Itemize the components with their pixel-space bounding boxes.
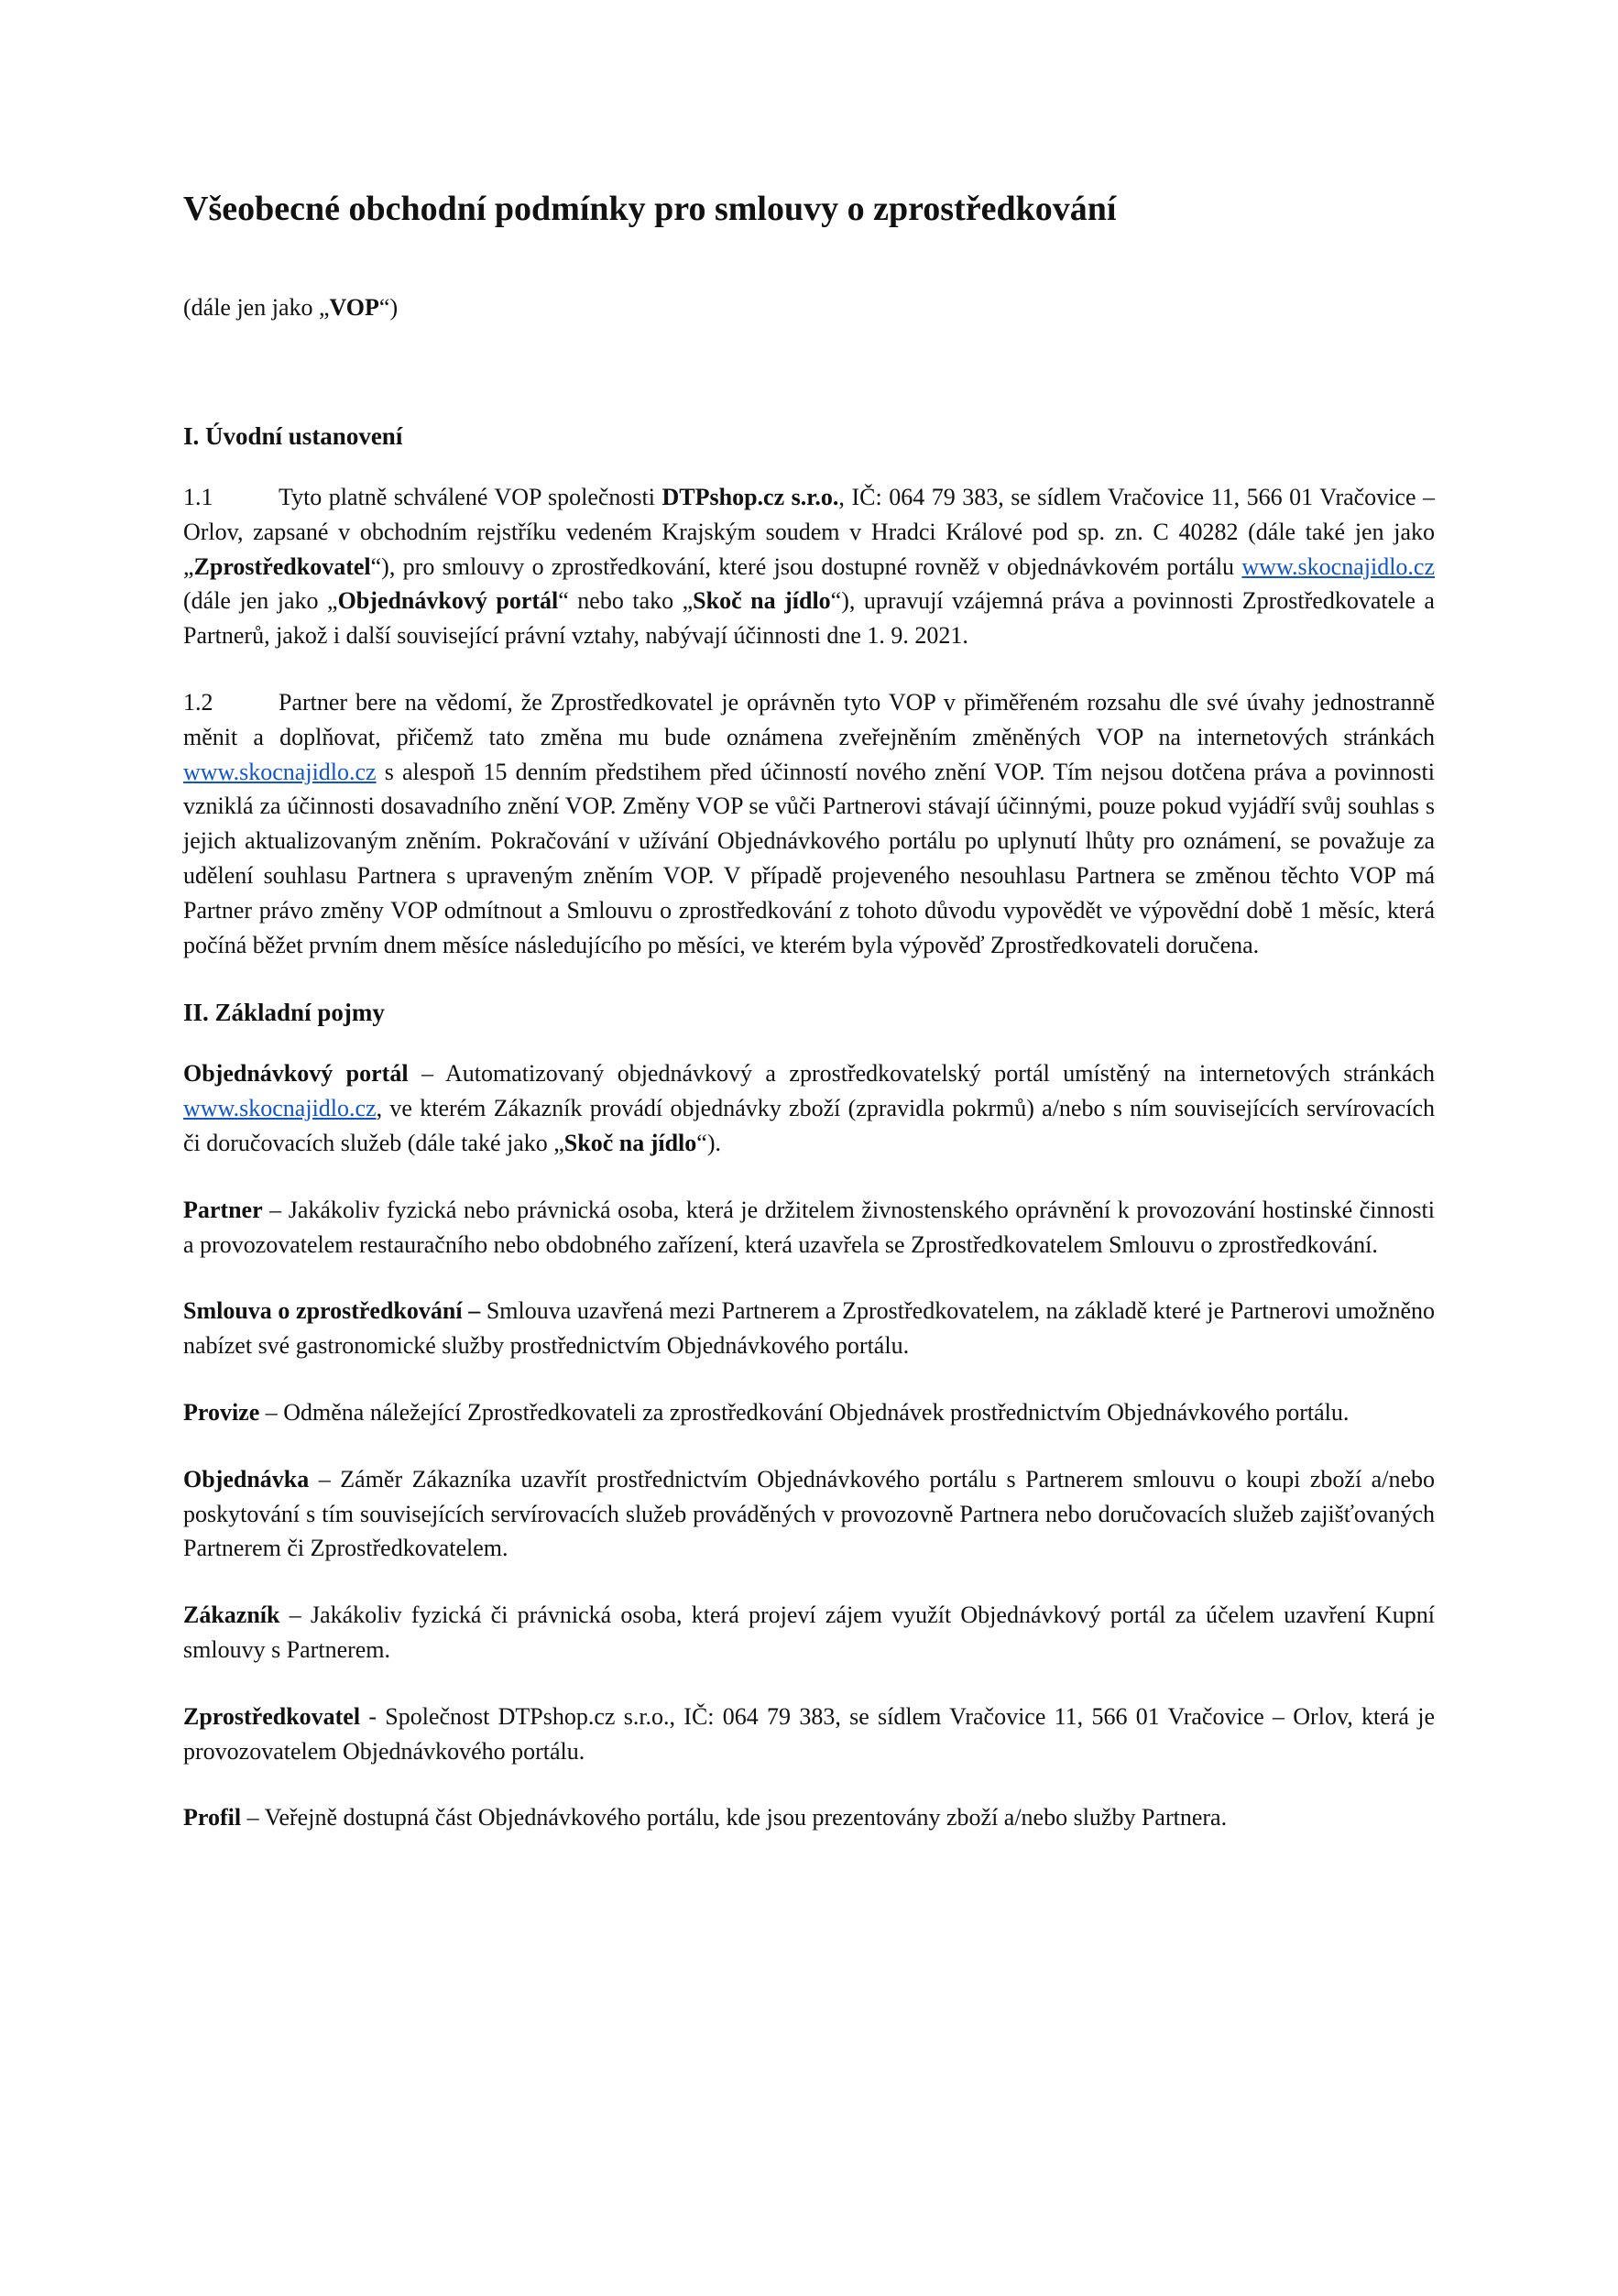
definition-smlouva: Smlouva o zprostředkování – Smlouva uzavřená mezi Partnerem a Zprostředkovatelem, na základě které je Partnerovi umožněno nabízet své gastronomické služby prostřednictvím Objednávkového portálu.: [183, 1297, 1435, 1360]
definition-term: Zprostředkovatel: [183, 1702, 361, 1730]
definition-provize: Provize – Odměna náležející Zprostředkovateli za zprostředkování Objednávek prostřednictvím Objednávkového portálu.: [183, 1398, 1350, 1426]
clause-number: 1.2: [183, 688, 213, 716]
section-heading-2: II. Základní pojmy: [183, 999, 385, 1027]
clause-number: 1.1: [183, 484, 213, 510]
definition-term: Zákazník: [183, 1602, 280, 1629]
link-skocnajidlo[interactable]: www.skocnajidlo.cz: [183, 758, 377, 785]
definition-zprostredkovatel: Zprostředkovatel - Společnost DTPshop.cz s.r.o., IČ: 064 79 383, se sídlem Vračovice 11, 566 01 Vračovice – Orlov, která je provozovatelem Objednávkového portálu.: [183, 1702, 1435, 1765]
definition-objednavkovy-portal: Objednávkový portál – Automatizovaný objednávkový a zprostředkovatelský portál umístěný na internetových stránkách www.skocnajidlo.cz, ve kterém Zákazník provádí objednávky zboží (zpravidla pokrmů) a/nebo s ním souvisejících servírovacích či doručovacích služeb (dále také jako „Skoč na jídlo“).: [183, 1060, 1435, 1156]
definition-term: Objednávkový portál: [183, 1060, 409, 1088]
definition-term: Provize: [183, 1398, 260, 1426]
link-skocnajidlo[interactable]: www.skocnajidlo.cz: [183, 1095, 377, 1122]
definition-objednavka: Objednávka – Záměr Zákazníka uzavřít prostřednictvím Objednávkového portálu s Partnerem smlouvu o koupi zboží a/nebo poskytování s tím souvisejících servírovacích služeb prováděných v provozovně Partnera nebo doručovacích služeb zajišťovaných Partnerem či Zprostředkovatelem.: [183, 1465, 1435, 1562]
definition-term: Partner: [183, 1196, 263, 1223]
definition-partner: Partner – Jakákoliv fyzická nebo právnická osoba, která je držitelem živnostenského oprávnění k provozování hostinské činnosti a provozovatelem restauračního nebo obdobného zařízení, která uzavřela se Zprostředkovatelem Smlouvu o zprostředkování.: [183, 1196, 1435, 1258]
document-subtitle: (dále jen jako „VOP“): [183, 294, 399, 321]
clause-1-1: 1.1 Tyto platně schválené VOP společnosti DTPshop.cz s.r.o., IČ: 064 79 383, se sídlem Vračovice 11, 566 01 Vračovice – Orlov, zapsané v obchodním rejstříku vedeném Krajským soudem v Hradci Králové pod sp. zn. C 40282 (dále také jen jako „Zprostředkovatel“), pro smlouvy o zprostředkování, které jsou dostupné rovněž v objednávkovém portálu www.skocnajidlo.cz (dále jen jako „Objednávkový portál“ nebo tako „Skoč na jídlo“), upravují vzájemná práva a povinnosti Zprostředkovatele a Partnerů, jakož i další související právní vztahy, nabývají účinnosti dne 1. 9. 2021.: [183, 480, 1435, 653]
definition-term: Profil: [183, 1804, 242, 1831]
section-heading-1: I. Úvodní ustanovení: [183, 422, 403, 450]
document-title: Všeobecné obchodní podmínky pro smlouvy o zprostředkování: [183, 190, 1117, 228]
document-content: [183, 181, 1435, 1835]
definition-profil: Profil – Veřejně dostupná část Objednávkového portálu, kde jsou prezentovány zboží a/nebo služby Partnera.: [183, 1804, 1228, 1831]
definition-term: Smlouva o zprostředkování –: [183, 1297, 481, 1325]
definition-zakaznik: Zákazník – Jakákoliv fyzická či právnická osoba, která projeví zájem využít Objednávkový portál za účelem uzavření Kupní smlouvy s Partnerem.: [183, 1602, 1435, 1663]
abbreviation-vop: VOP: [329, 294, 379, 321]
link-skocnajidlo[interactable]: www.skocnajidlo.cz: [1241, 552, 1435, 580]
clause-1-2: 1.2 Partner bere na vědomí, že Zprostředkovatel je oprávněn tyto VOP v přiměřeném rozsahu dle své úvahy jednostranně měnit a doplňovat, přičemž tato změna mu bude oznámena zveřejněním změněných VOP na internetových stránkách www.skocnajidlo.cz s alespoň 15 denním předstihem před účinností nového znění VOP. Tím nejsou dotčena práva a povinnosti vzniklá za účinnosti dosavadního znění VOP. Změny VOP se vůči Partnerovi stávají účinnými, pouze pokud vyjádří svůj souhlas s jejich aktualizovaným zněním. Pokračování v užívání Objednávkového portálu po uplynutí lhůty pro oznámení, se považuje za udělení souhlasu Partnera s upraveným zněním VOP. V případě projeveného nesouhlasu Partnera se změnou těchto VOP má Partner právo změny VOP odmítnout a Smlouvu o zprostředkování z tohoto důvodu vypovědět ve výpovědní době 1 měsíc, která počíná běžet prvním dnem měsíce následujícího po měsíci, ve kterém byla výpověď Zprostředkovateli doručena.: [183, 685, 1435, 962]
definition-term: Objednávka: [183, 1465, 310, 1492]
